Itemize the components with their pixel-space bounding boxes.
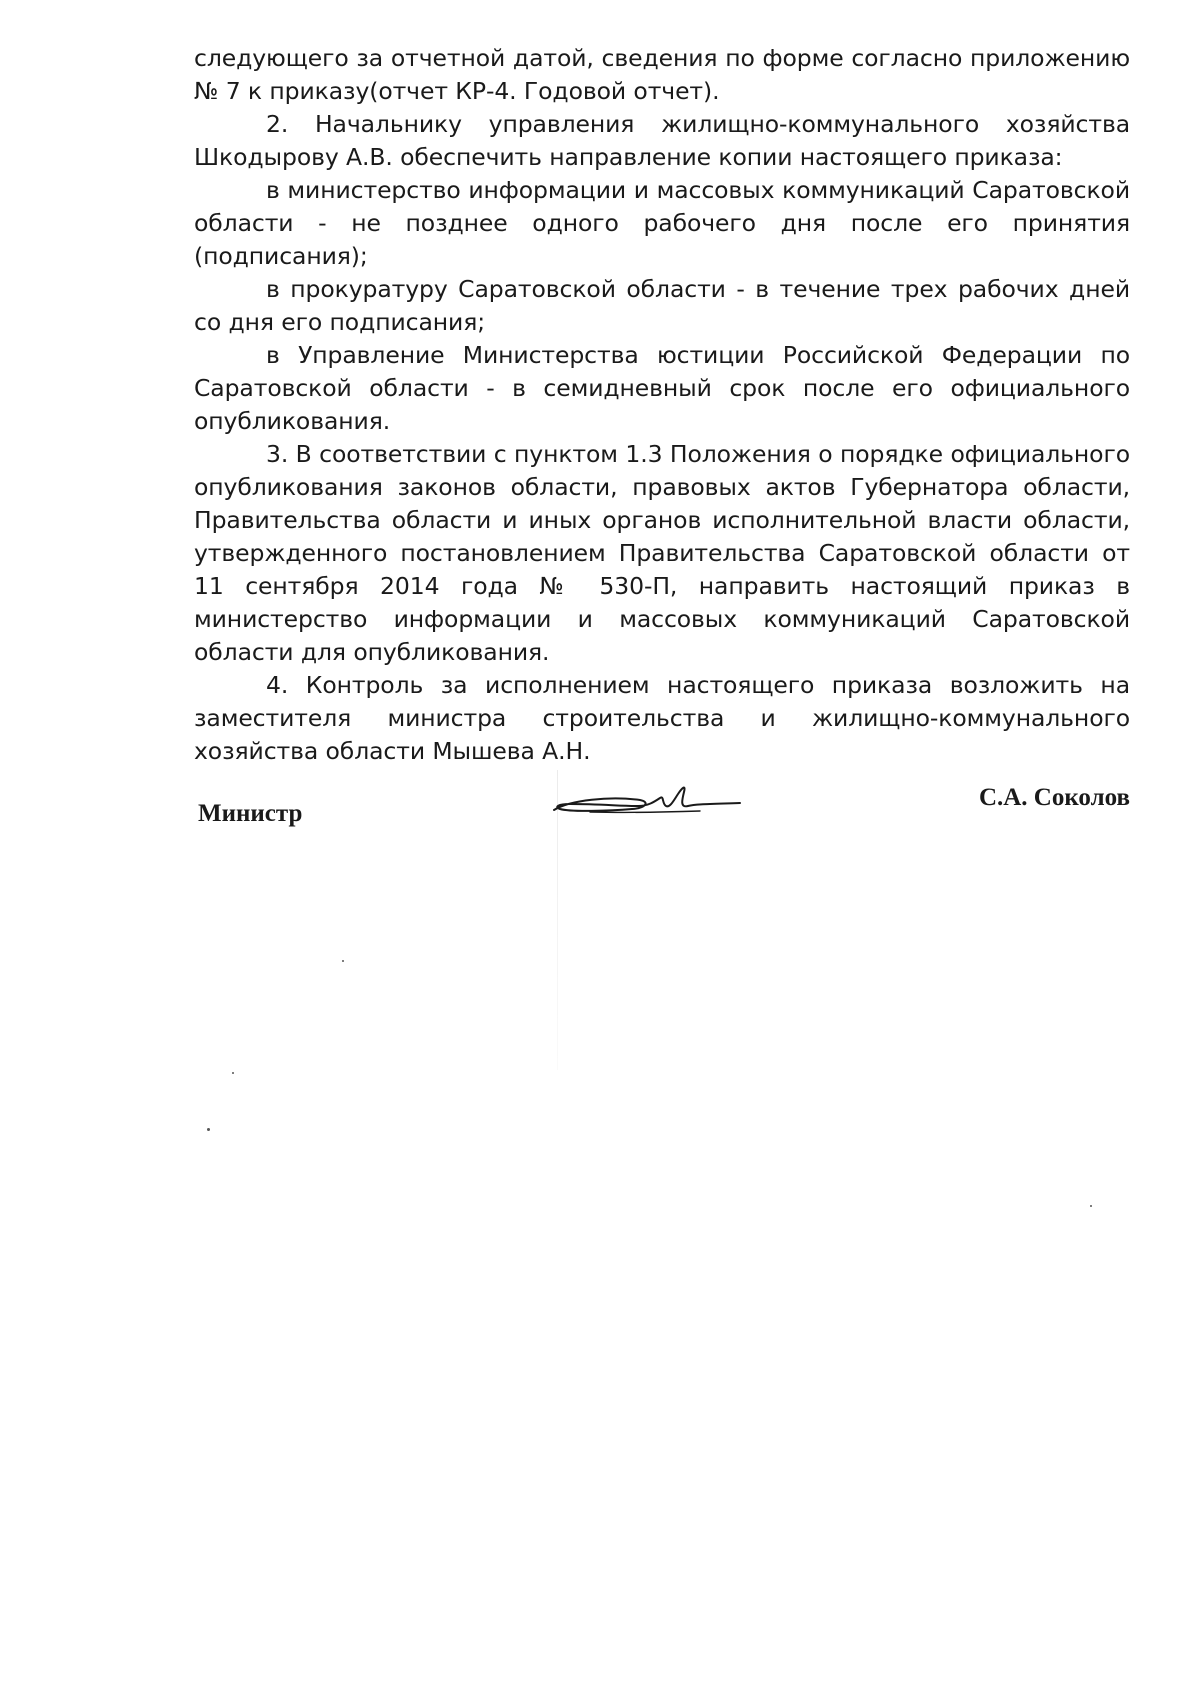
signatory-name: С.А. Соколов: [978, 784, 1130, 811]
scan-speck: [207, 1128, 210, 1131]
paragraph-recipient-ministry: в министерство информации и массовых коммуникаций Саратовской области - не позднее одного рабочего дня после его принятия (подписания);: [194, 176, 1130, 270]
paragraph-recipient-justice: в Управление Министерства юстиции Российской Федерации по Саратовской области - в семидневный срок после его официального опубликования.: [194, 341, 1130, 435]
scan-speck: [342, 960, 344, 962]
paragraph-item-4: 4. Контроль за исполнением настоящего приказа возложить на заместителя министра строительства и жилищно-коммунального хозяйства области Мышева А.Н.: [194, 671, 1130, 765]
paragraph-continuation: следующего за отчетной датой, сведения по форме согласно приложению № 7 к приказу(отчет КР-4. Годовой отчет).: [194, 44, 1130, 105]
document-body: [194, 42, 1130, 768]
paragraph-recipient-prosecutor: в прокуратуру Саратовской области - в течение трех рабочих дней со дня его подписания;: [194, 275, 1130, 336]
scan-speck: [1090, 1205, 1092, 1207]
paragraph-item-3: 3. В соответствии с пунктом 1.3 Положения о порядке официального опубликования законов области, правовых актов Губернатора области, Правительства области и иных органов исполнительной власти области, утвержденного постановлением Правительства Саратовской области от 11 сентября 2014 года № 530-П, направить настоящий приказ в министерство информации и массовых коммуникаций Саратовской области для опубликования.: [194, 440, 1130, 666]
handwritten-signature: [550, 782, 750, 822]
signatory-title: Министр: [198, 800, 303, 827]
paragraph-item-2: 2. Начальнику управления жилищно-коммунального хозяйства Шкодырову А.В. обеспечить направление копии настоящего приказа:: [194, 110, 1130, 171]
scan-speck: [232, 1072, 234, 1074]
